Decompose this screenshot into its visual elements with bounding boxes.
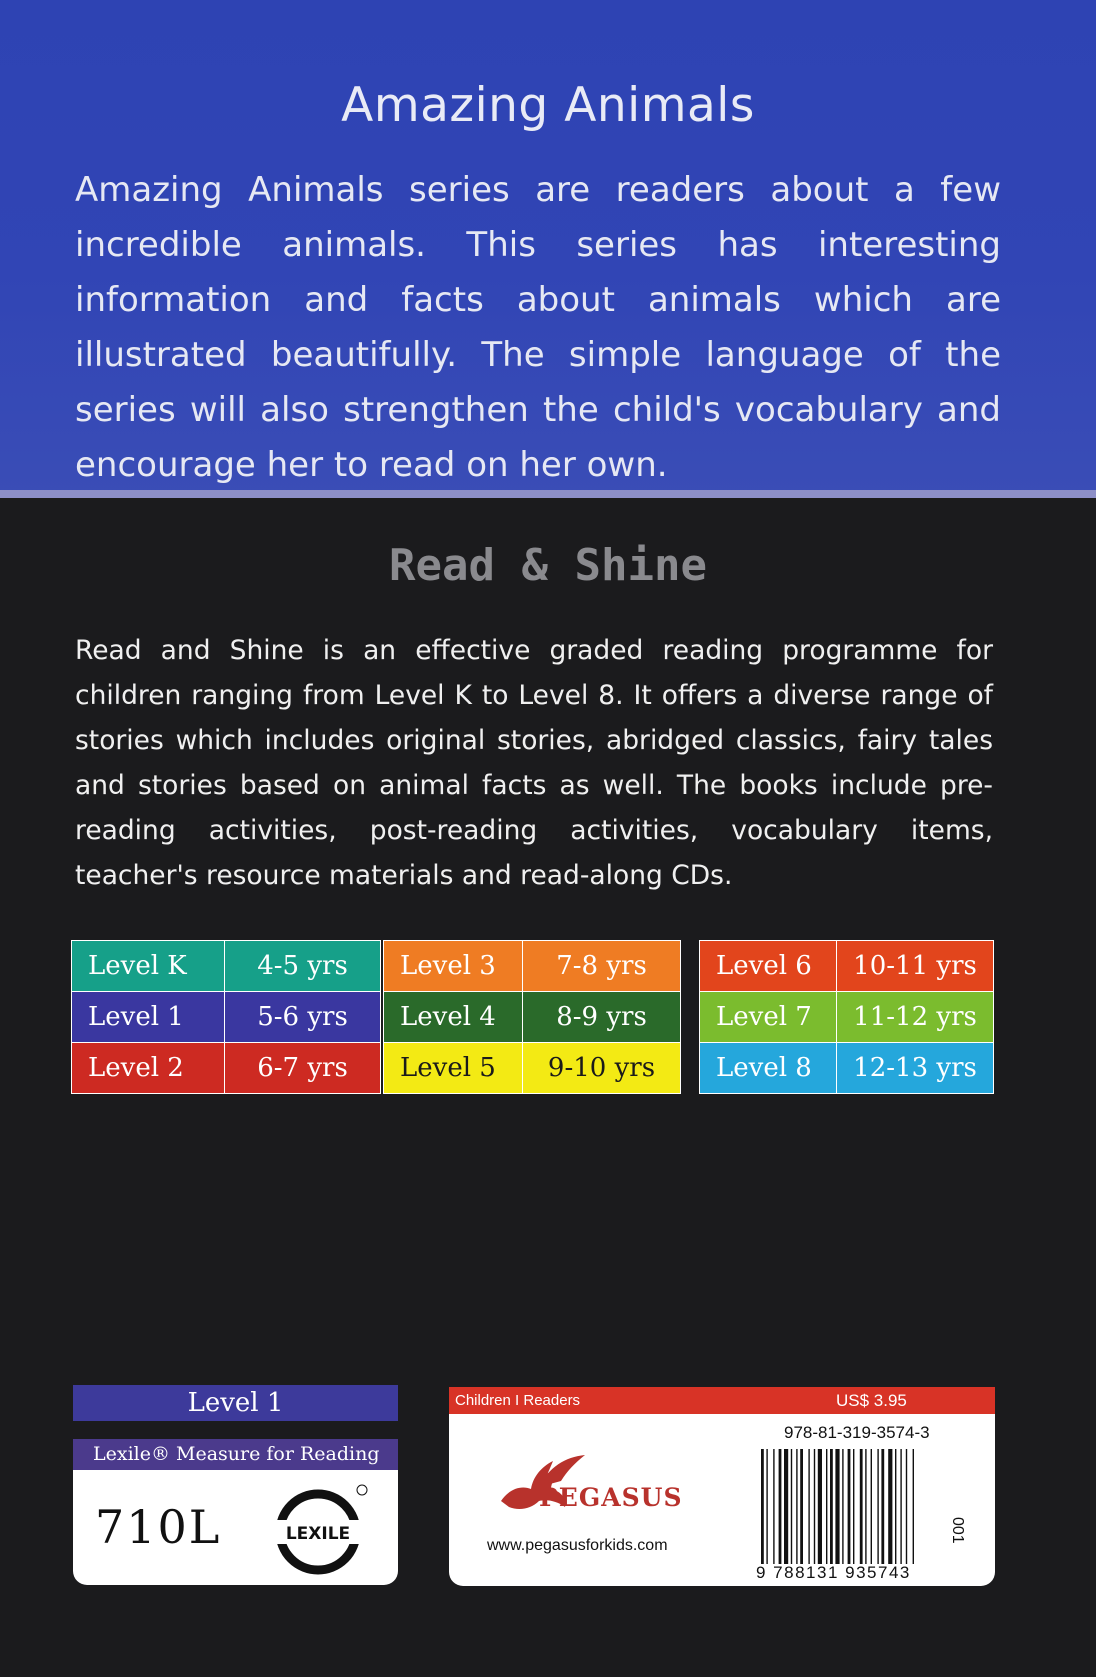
barcode-stripe (888, 1449, 892, 1564)
category-label: Children I Readers (455, 1392, 581, 1409)
barcode-stripe (784, 1449, 788, 1564)
barcode-stripe (895, 1449, 896, 1564)
level-ages: 5-6 yrs (225, 992, 381, 1043)
level-label: Level 5 (384, 1043, 523, 1094)
barcode-stripe (900, 1449, 901, 1564)
barcode-stripe (906, 1449, 907, 1564)
programme-description: Read and Shine is an effective graded reading programme for children ranging from Level K to Level 8. It offers a diverse range of stories which includes original stories, abridged classics, fairy tales and stories based on animal facts as well. The books include pre-reading activities, post-reading activities, vocabulary items, teacher's resource materials and read-along CDs. (75, 635, 993, 891)
level-table-2 (383, 940, 681, 1094)
level-label: Level K (72, 941, 225, 992)
lexile-logo-text: LEXILE (285, 1524, 351, 1544)
level-label: Level 2 (72, 1043, 225, 1094)
barcode-stripe (796, 1449, 797, 1564)
barcode-stripe (913, 1449, 914, 1564)
barcode-stripe (779, 1449, 782, 1564)
level-ages: 6-7 yrs (225, 1043, 381, 1094)
barcode-stripe (853, 1449, 854, 1564)
barcode-stripe (808, 1449, 809, 1564)
barcode-stripe (842, 1449, 843, 1564)
barcode-stripe (877, 1449, 878, 1564)
barcode-stripe (848, 1449, 851, 1564)
lexile-score: 710L (95, 1500, 222, 1554)
series-title: Amazing Animals (341, 78, 755, 133)
level-table-1 (71, 940, 381, 1094)
barcode-stripe (791, 1449, 792, 1564)
barcode-stripe (826, 1449, 827, 1564)
barcode-stripe (835, 1449, 839, 1564)
programme-title: Read & Shine (389, 540, 707, 591)
lexile-box (73, 1470, 398, 1585)
level-row (72, 1043, 381, 1094)
level-ages: 9-10 yrs (523, 1043, 681, 1094)
level-label: Level 8 (700, 1043, 837, 1094)
level-row (700, 1043, 994, 1094)
lexile-logo-icon (268, 1480, 368, 1580)
category-bar (449, 1387, 995, 1414)
level-ages: 12-13 yrs (837, 1043, 994, 1094)
level-row (72, 992, 381, 1043)
level-label: Level 3 (384, 941, 523, 992)
level-row (700, 941, 994, 992)
level-ages: 11-12 yrs (837, 992, 994, 1043)
barcode-stripe (766, 1449, 767, 1564)
level-row (700, 992, 994, 1043)
barcode-digits: 9 788131 935743 (756, 1563, 911, 1582)
publisher-name: PEGASUS (539, 1483, 683, 1512)
level-label: Level 7 (700, 992, 837, 1043)
barcode-stripe (871, 1449, 872, 1564)
barcode-stripe (800, 1449, 803, 1564)
publisher-website[interactable]: www.pegasusforkids.com (487, 1537, 668, 1554)
barcode-stripe (761, 1449, 764, 1564)
book-level-label: Level 1 (73, 1385, 398, 1421)
isbn-label: 978-81-319-3574-3 (784, 1423, 930, 1442)
level-row (384, 941, 681, 992)
level-ages: 10-11 yrs (837, 941, 994, 992)
series-description: Amazing Animals series are readers about a few incredible animals. This series has interesting information and facts about animals which are illustrated beautifully. The simple language of the series will also strengthen the child's vocabulary and encourage her to read on her own. (75, 170, 1001, 485)
side-code: 001 (949, 1517, 966, 1544)
lexile-caption: Lexile® Measure for Reading (73, 1439, 398, 1470)
level-label: Level 6 (700, 941, 837, 992)
barcode-stripe (814, 1449, 815, 1564)
price-label: US$ 3.95 (836, 1391, 907, 1410)
level-row (72, 941, 381, 992)
retail-box (449, 1387, 995, 1586)
barcode-stripe (881, 1449, 884, 1564)
level-ages: 4-5 yrs (225, 941, 381, 992)
barcode-image (759, 1449, 959, 1564)
barcode-stripe (773, 1449, 774, 1564)
level-label: Level 1 (72, 992, 225, 1043)
level-row (384, 992, 681, 1043)
level-ages: 8-9 yrs (523, 992, 681, 1043)
level-row (384, 1043, 681, 1094)
level-ages: 7-8 yrs (523, 941, 681, 992)
barcode-stripe (818, 1449, 822, 1564)
level-label: Level 4 (384, 992, 523, 1043)
barcode-stripe (830, 1449, 833, 1564)
barcode-stripe (860, 1449, 863, 1564)
barcode-stripe (865, 1449, 866, 1564)
level-table-3 (699, 940, 994, 1094)
